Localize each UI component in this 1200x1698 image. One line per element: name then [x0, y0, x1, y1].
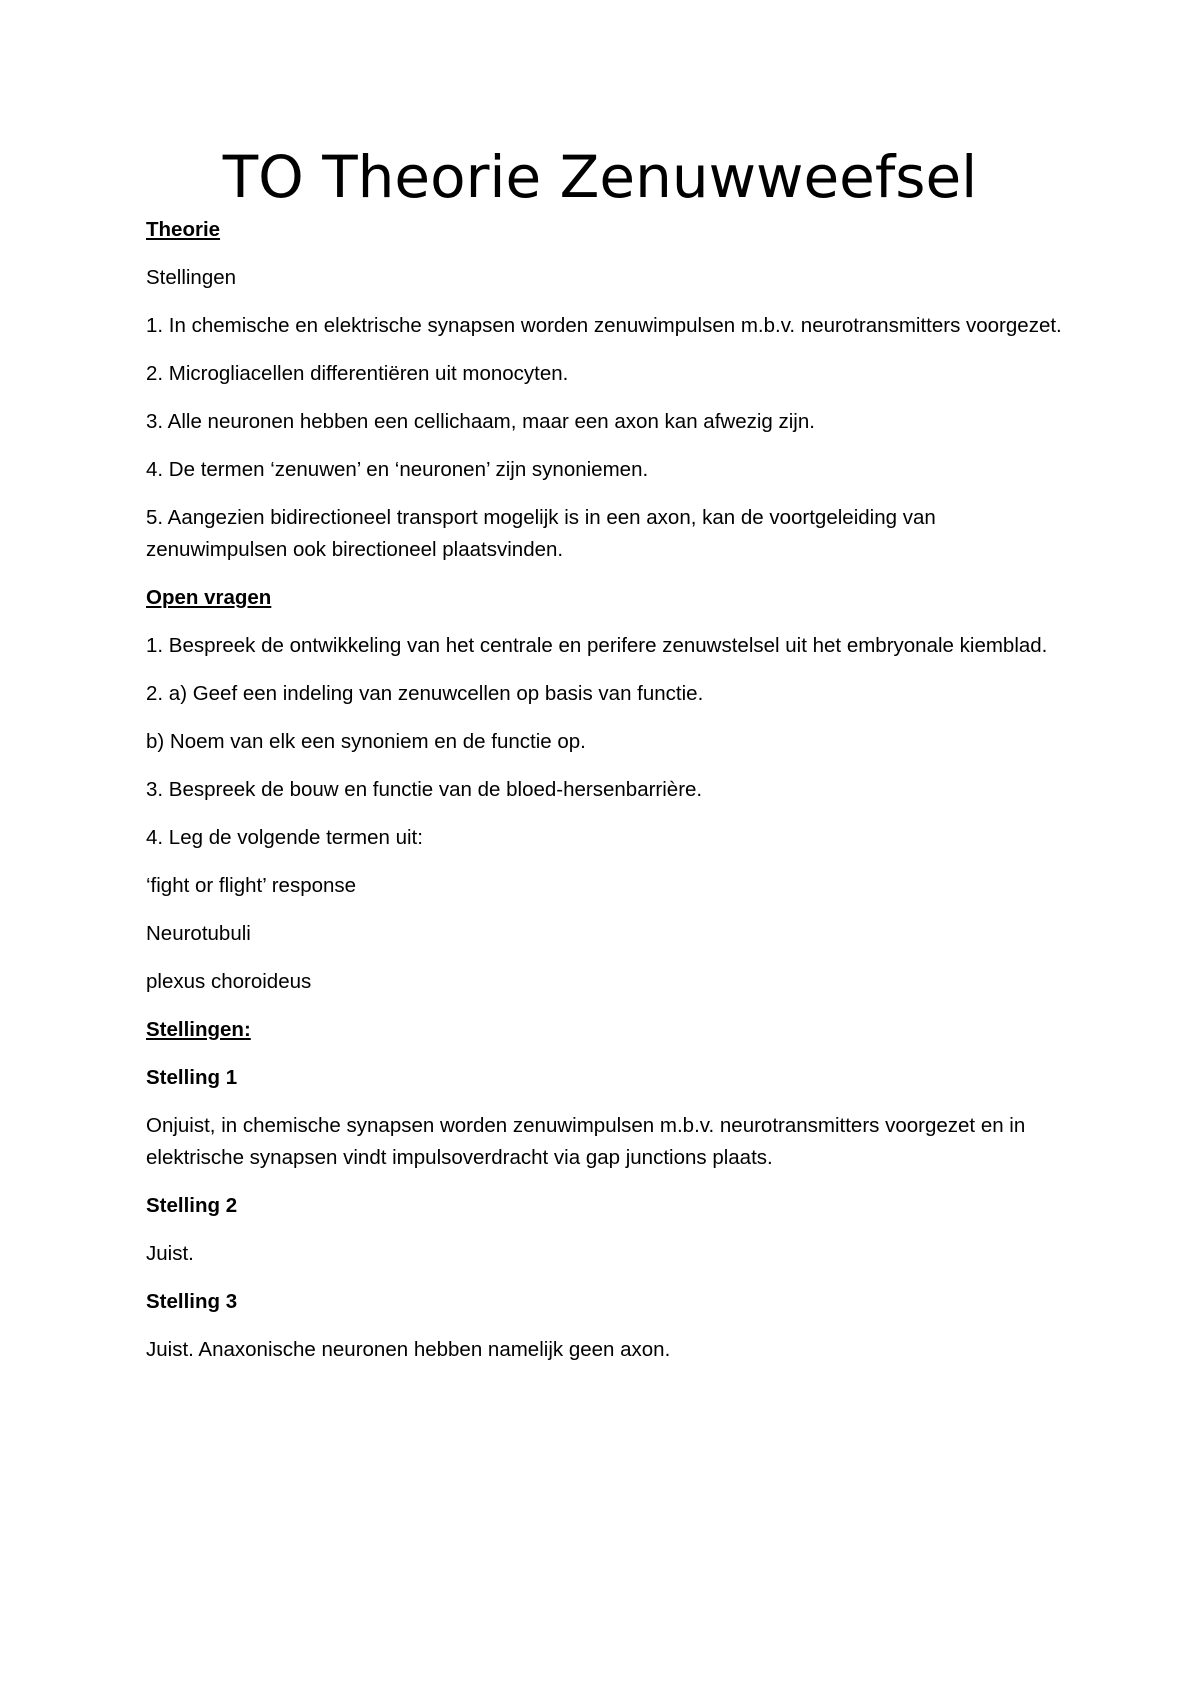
section-heading-theorie: Theorie [146, 218, 221, 241]
answer-heading-stelling-2: Stelling 2 [146, 1194, 238, 1217]
question-4: 4. Leg de volgende termen uit: [146, 826, 423, 849]
document-title: TO Theorie Zenuwweefsel [222, 143, 978, 211]
term-fight-or-flight: ‘fight or flight’ response [146, 874, 357, 897]
term-neurotubuli: Neurotubuli [146, 922, 251, 945]
question-1: 1. Bespreek de ontwikkeling van het centrale en perifere zenuwstelsel uit het embryonale kiemblad. [146, 634, 1048, 657]
section-heading-stellingen-answers: Stellingen: [146, 1018, 251, 1041]
question-3: 3. Bespreek de bouw en functie van de bloed-hersenbarrière. [146, 778, 703, 801]
statement-2: 2. Microgliacellen differentiëren uit monocyten. [146, 362, 569, 385]
statement-3: 3. Alle neuronen hebben een cellichaam, maar een axon kan afwezig zijn. [146, 410, 815, 433]
answer-stelling-3: Juist. Anaxonische neuronen hebben namelijk geen axon. [146, 1338, 671, 1361]
answer-stelling-1: Onjuist, in chemische synapsen worden zenuwimpulsen m.b.v. neurotransmitters voorgezet en in elektrische synapsen vindt impulsoverdracht via gap junctions plaats. [146, 1114, 1026, 1169]
question-2b: b) Noem van elk een synoniem en de functie op. [146, 730, 586, 753]
answer-heading-stelling-3: Stelling 3 [146, 1290, 238, 1313]
section-heading-open-vragen: Open vragen [146, 586, 272, 609]
statement-5: 5. Aangezien bidirectioneel transport mogelijk is in een axon, kan de voortgeleiding van zenuwimpulsen ook birectioneel plaatsvinden. [146, 506, 936, 561]
term-plexus-choroideus: plexus choroideus [146, 970, 312, 993]
question-2a: 2. a) Geef een indeling van zenuwcellen op basis van functie. [146, 682, 704, 705]
subheading-stellingen: Stellingen [146, 266, 237, 289]
answer-stelling-2: Juist. [146, 1242, 194, 1265]
answer-heading-stelling-1: Stelling 1 [146, 1066, 238, 1089]
document-body [146, 214, 1066, 1382]
statement-4: 4. De termen ‘zenuwen’ en ‘neuronen’ zijn synoniemen. [146, 458, 649, 481]
statement-1: 1. In chemische en elektrische synapsen worden zenuwimpulsen m.b.v. neurotransmitters voorgezet. [146, 314, 1062, 337]
